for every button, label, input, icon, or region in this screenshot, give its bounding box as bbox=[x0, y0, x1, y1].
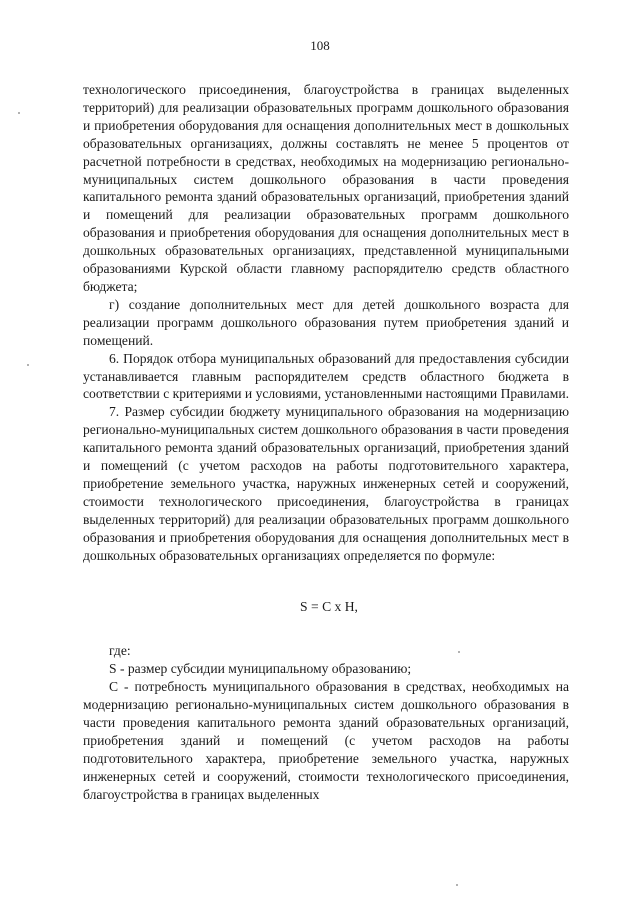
scan-speck bbox=[456, 884, 458, 886]
definition-s: S - размер субсидии муниципальному образованию; bbox=[109, 661, 412, 677]
formula: S = C x H, bbox=[300, 599, 358, 615]
paragraph-6: 6. Порядок отбора муниципальных образований для предоставления субсидии устанавливается главным распорядителем средств областного бюджета в соответствии с критериями и условиями, установленными настоящими Правилами. bbox=[83, 350, 569, 402]
document-body bbox=[83, 81, 569, 804]
paragraph-continuation: технологического присоединения, благоустройства в границах выделенных территорий) для реализации образовательных программ дошкольного образования и приобретения оборудования для оснащения дополнительных мест в дошкольных образовательных организациях, должны составлять не менее 5 процентов от расчетной потребности в средствах, необходимых на модернизацию регионально-муниципальных систем дошкольного образования в части проведения капитального ремонта зданий образовательных организаций, приобретения зданий и помещений для реализации образовательных программ дошкольного образования и приобретения оборудования для оснащения дополнительных мест в дошкольных образовательных организациях, представленной муниципальными образованиями Курской области главному распорядителю средств областного бюджета; bbox=[83, 82, 569, 294]
scan-speck bbox=[27, 364, 29, 366]
definition-c: С - потребность муниципального образования в средствах, необходимых на модернизацию регионально-муниципальных систем дошкольного образования в части проведения капитального ремонта зданий образовательных организаций, приобретения зданий и помещений (с учетом расходов на работы подготовительного характера, приобретение земельного участка, наружных инженерных сетей и сооружений, стоимости технологического присоединения, благоустройства в границах выделенных bbox=[83, 679, 569, 802]
paragraph-item-g: г) создание дополнительных мест для детей дошкольного возраста для реализации программ дошкольного образования путем приобретения зданий и помещений. bbox=[83, 296, 569, 348]
scan-speck bbox=[458, 651, 460, 653]
scan-speck bbox=[18, 112, 20, 114]
page-number: 108 bbox=[310, 38, 330, 53]
paragraph-7: 7. Размер субсидии бюджету муниципального образования на модернизацию регионально-муниципальных систем дошкольного образования в части проведения капитального ремонта зданий образовательных организаций, приобретения зданий и помещений (с учетом расходов на работы подготовительного характера, приобретение земельного участка, наружных инженерных сетей и сооружений, стоимости технологического присоединения, благоустройства в границах выделенных территорий) для реализации образовательных программ дошкольного образования и приобретения оборудования для оснащения дополнительных мест в дошкольных образовательных организациях определяется по формуле: bbox=[83, 404, 569, 563]
where-label: где: bbox=[109, 643, 131, 659]
